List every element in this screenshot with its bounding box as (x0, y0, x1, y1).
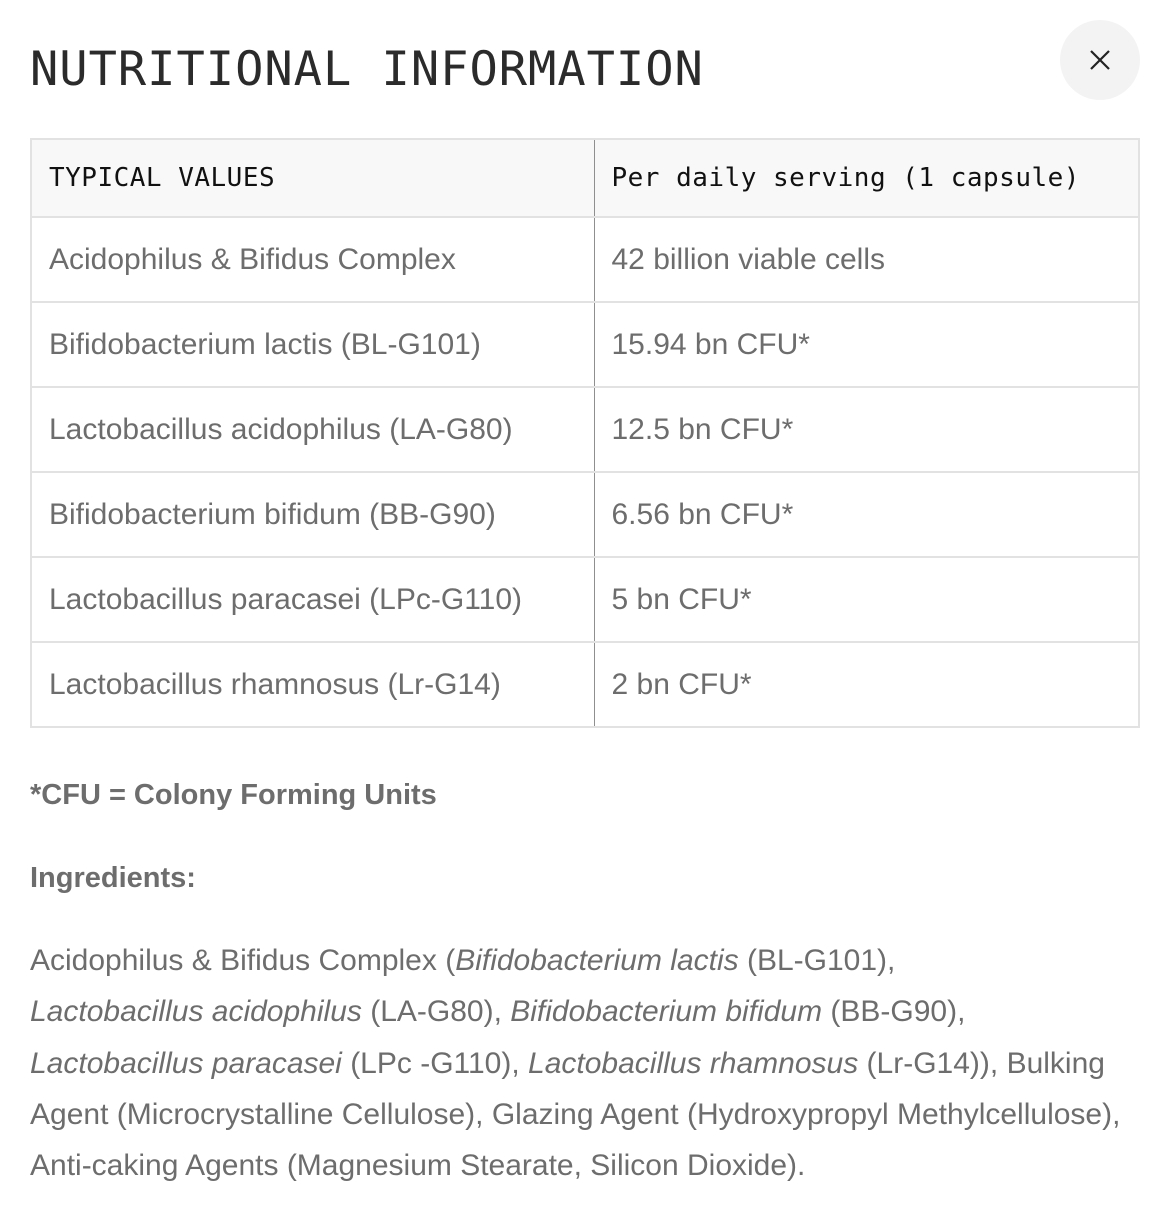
ingredient-segment: (LPc -G110), (341, 1046, 529, 1080)
table-row (31, 302, 1139, 387)
nutrient-name: Lactobacillus rhamnosus (Lr-G14) (31, 642, 594, 727)
ingredient-species: Lactobacillus paracasei (30, 1046, 342, 1080)
table-header-row (31, 139, 1139, 217)
cfu-footnote: *CFU = Colony Forming Units (30, 779, 437, 811)
column-header-per-serving: Per daily serving (1 capsule) (611, 163, 1080, 193)
nutrient-value: 12.5 bn CFU* (594, 387, 1139, 472)
table-row (31, 387, 1139, 472)
nutrient-name: Lactobacillus acidophilus (LA-G80) (31, 387, 594, 472)
ingredient-segment: (LA-G80), (361, 995, 511, 1029)
ingredient-segment: (BL-G101), (738, 944, 896, 977)
ingredients-heading: Ingredients: (30, 862, 196, 894)
table-row (31, 472, 1139, 557)
nutrient-value: 6.56 bn CFU* (594, 472, 1139, 557)
ingredient-segment: (BB-G90), (822, 995, 966, 1029)
ingredient-species: Lactobacillus rhamnosus (528, 1046, 859, 1080)
table-row (31, 642, 1139, 727)
column-header-typical-values: TYPICAL VALUES (31, 139, 594, 217)
ingredient-species: Bifidobacterium lactis (455, 944, 739, 977)
ingredients-text (30, 935, 1140, 1191)
nutrition-table (30, 138, 1140, 728)
nutrient-value: 42 billion viable cells (594, 217, 1139, 302)
modal-title: NUTRITIONAL INFORMATION (30, 42, 704, 97)
close-icon (1089, 49, 1111, 71)
ingredient-species: Bifidobacterium bifidum (510, 995, 823, 1029)
nutrient-value: 15.94 bn CFU* (594, 302, 1139, 387)
nutrient-name: Lactobacillus paracasei (LPc-G110) (31, 557, 594, 642)
ingredient-segment: (Lr-G14)), Bulking Agent (Microcrystalline Cellulose), Glazing Agent (Hydroxypropyl Methylcellulose), Anti-caking Agents (Magnesium Stearate, Silicon Dioxide). (30, 1046, 1121, 1183)
ingredient-segment: Acidophilus & Bifidus Complex ( (30, 944, 456, 977)
table-row (31, 557, 1139, 642)
nutrient-name: Acidophilus & Bifidus Complex (31, 217, 594, 302)
table-row (31, 217, 1139, 302)
nutrient-value: 2 bn CFU* (594, 642, 1139, 727)
ingredient-species: Lactobacillus acidophilus (30, 995, 362, 1029)
nutrient-value: 5 bn CFU* (594, 557, 1139, 642)
close-button[interactable] (1060, 20, 1140, 100)
nutrient-name: Bifidobacterium lactis (BL-G101) (31, 302, 594, 387)
nutrient-name: Bifidobacterium bifidum (BB-G90) (31, 472, 594, 557)
